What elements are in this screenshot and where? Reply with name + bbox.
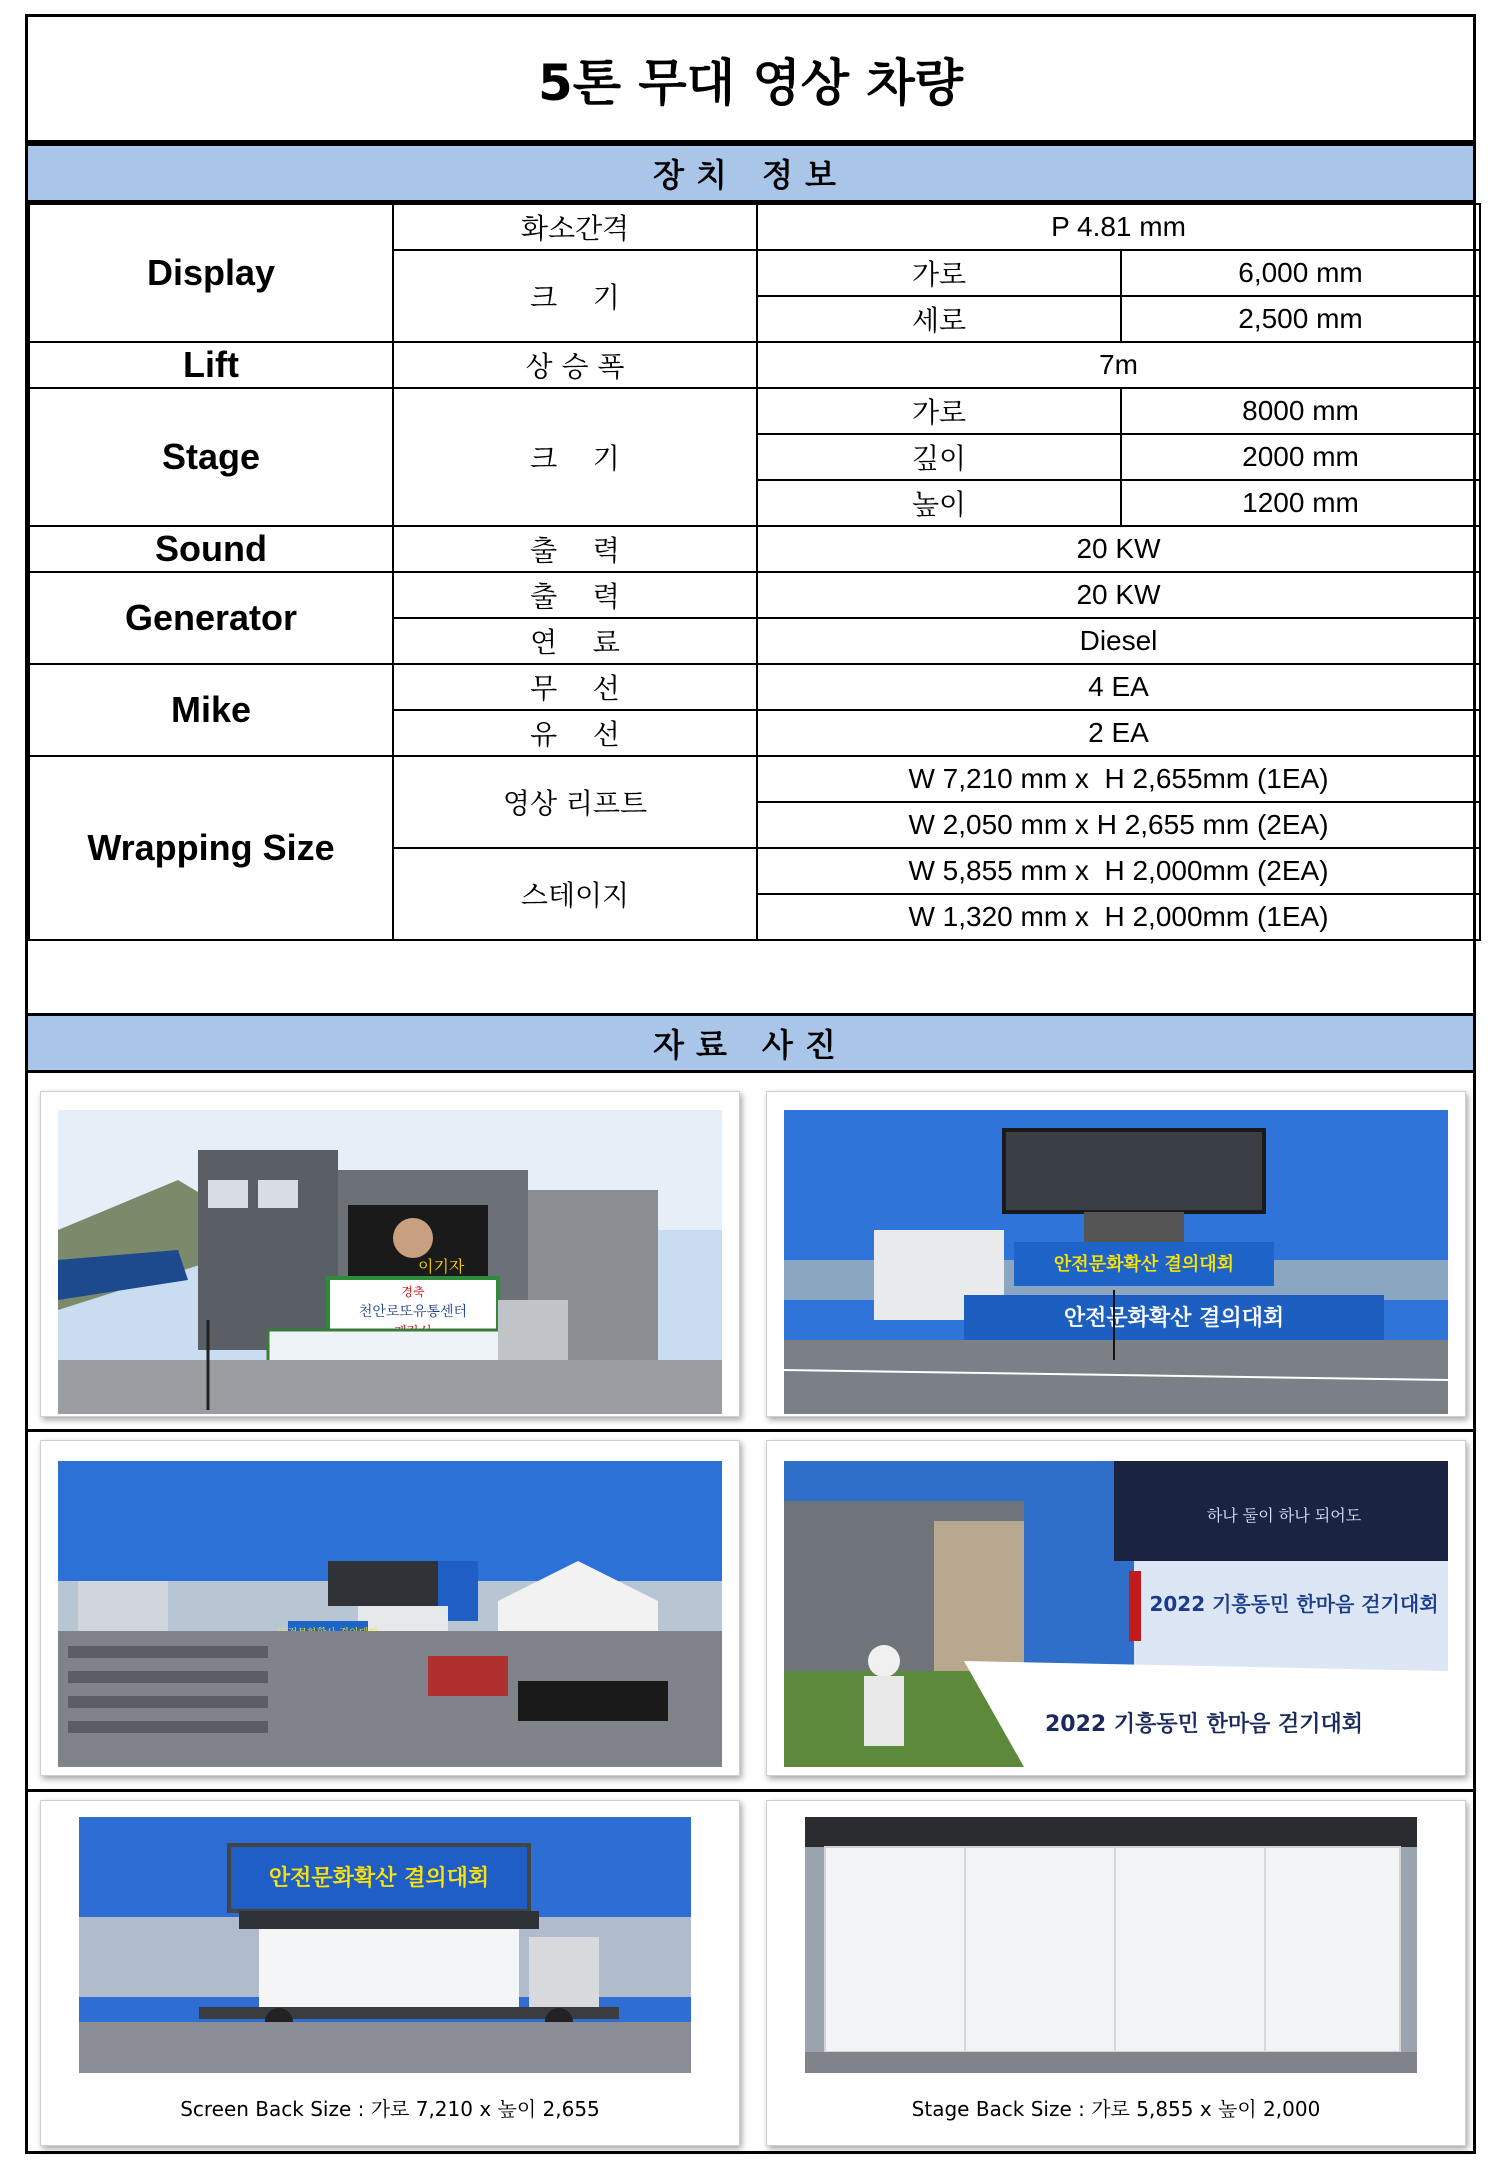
stage-height-label: 높이	[757, 480, 1121, 526]
display-height-value: 2,500 mm	[1121, 296, 1480, 342]
photo-row-2	[28, 1432, 1473, 1792]
photo-2-banner-main: 안전문화확산 결의대회	[1063, 1306, 1285, 1331]
generator-output-label: 출 력	[393, 572, 757, 618]
lift-rise-value: 7m	[757, 342, 1480, 388]
photo-3	[58, 1461, 722, 1767]
photo-6-frame	[766, 1800, 1466, 2146]
display-width-value: 6,000 mm	[1121, 250, 1480, 296]
wrapping-lift-value-1: W 7,210 mm x H 2,655mm (1EA)	[757, 756, 1480, 802]
display-width-label: 가로	[757, 250, 1121, 296]
photo-4-banner-top: 2022 기흥동민 한마음 걷기대회	[1149, 1592, 1439, 1616]
cat-generator: Generator	[29, 572, 393, 664]
photo-4-screen-text: 하나 둘이 하나 되어도	[1206, 1506, 1362, 1525]
photo-2-banner-top: 안전문화확산 결의대회	[1053, 1254, 1235, 1275]
cat-stage: Stage	[29, 388, 393, 526]
photo-5-caption: Screen Back Size : 가로 7,210 x 높이 2,655	[180, 2097, 600, 2121]
photo-2	[784, 1110, 1448, 1414]
section-header-photos: 자료 사진	[28, 1013, 1473, 1073]
photo-5-frame	[40, 1800, 740, 2146]
wrapping-lift-label: 영상 리프트	[393, 756, 757, 848]
page-title: 5톤 무대 영상 차량	[28, 17, 1473, 143]
photo-4	[784, 1461, 1448, 1767]
generator-fuel-label: 연 료	[393, 618, 757, 664]
cat-wrapping: Wrapping Size	[29, 756, 393, 940]
photo-row-3	[28, 1792, 1473, 2154]
spec-sheet	[25, 14, 1476, 2154]
photo-6-caption: Stage Back Size : 가로 5,855 x 높이 2,000	[911, 2097, 1321, 2121]
photo-5	[79, 1817, 691, 2073]
photo-2-frame	[766, 1091, 1466, 1417]
stage-depth-label: 깊이	[757, 434, 1121, 480]
sound-output-label: 출 력	[393, 526, 757, 572]
wrapping-stage-value-2: W 1,320 mm x H 2,000mm (1EA)	[757, 894, 1480, 940]
wrapping-stage-label: 스테이지	[393, 848, 757, 940]
mike-wired-value: 2 EA	[757, 710, 1480, 756]
display-pitch-label: 화소간격	[393, 204, 757, 250]
cat-display: Display	[29, 204, 393, 342]
photo-grid	[28, 1073, 1473, 2154]
wrapping-stage-value-1: W 5,855 mm x H 2,000mm (2EA)	[757, 848, 1480, 894]
stage-width-label: 가로	[757, 388, 1121, 434]
photo-1-sign-main: 천안로또유통센터	[358, 1304, 468, 1320]
display-height-label: 세로	[757, 296, 1121, 342]
display-size-label: 크 기	[393, 250, 757, 342]
photo-5-banner: 안전문화확산 결의대회	[268, 1866, 490, 1891]
generator-output-value: 20 KW	[757, 572, 1480, 618]
stage-width-value: 8000 mm	[1121, 388, 1480, 434]
photo-4-banner-bottom: 2022 기흥동민 한마음 걷기대회	[1045, 1712, 1363, 1737]
cat-lift: Lift	[29, 342, 393, 388]
photo-row-1	[28, 1073, 1473, 1432]
photo-6	[805, 1817, 1417, 2073]
photo-1-frame	[40, 1091, 740, 1417]
photo-1-sign-top: 경축	[401, 1285, 425, 1299]
photo-3-frame	[40, 1440, 740, 1776]
cat-sound: Sound	[29, 526, 393, 572]
photo-1	[58, 1110, 722, 1414]
generator-fuel-value: Diesel	[757, 618, 1480, 664]
photo-4-frame	[766, 1440, 1466, 1776]
stage-depth-value: 2000 mm	[1121, 434, 1480, 480]
lift-rise-label: 상 승 폭	[393, 342, 757, 388]
display-pitch-value: P 4.81 mm	[757, 204, 1480, 250]
stage-size-label: 크 기	[393, 388, 757, 526]
stage-height-value: 1200 mm	[1121, 480, 1480, 526]
section-header-specs: 장치 정보	[28, 143, 1473, 203]
spec-table	[28, 203, 1481, 941]
photo-1-screen-text: 이기자	[418, 1257, 465, 1276]
mike-wireless-value: 4 EA	[757, 664, 1480, 710]
mike-wired-label: 유 선	[393, 710, 757, 756]
sound-output-value: 20 KW	[757, 526, 1480, 572]
cat-mike: Mike	[29, 664, 393, 756]
wrapping-lift-value-2: W 2,050 mm x H 2,655 mm (2EA)	[757, 802, 1480, 848]
mike-wireless-label: 무 선	[393, 664, 757, 710]
